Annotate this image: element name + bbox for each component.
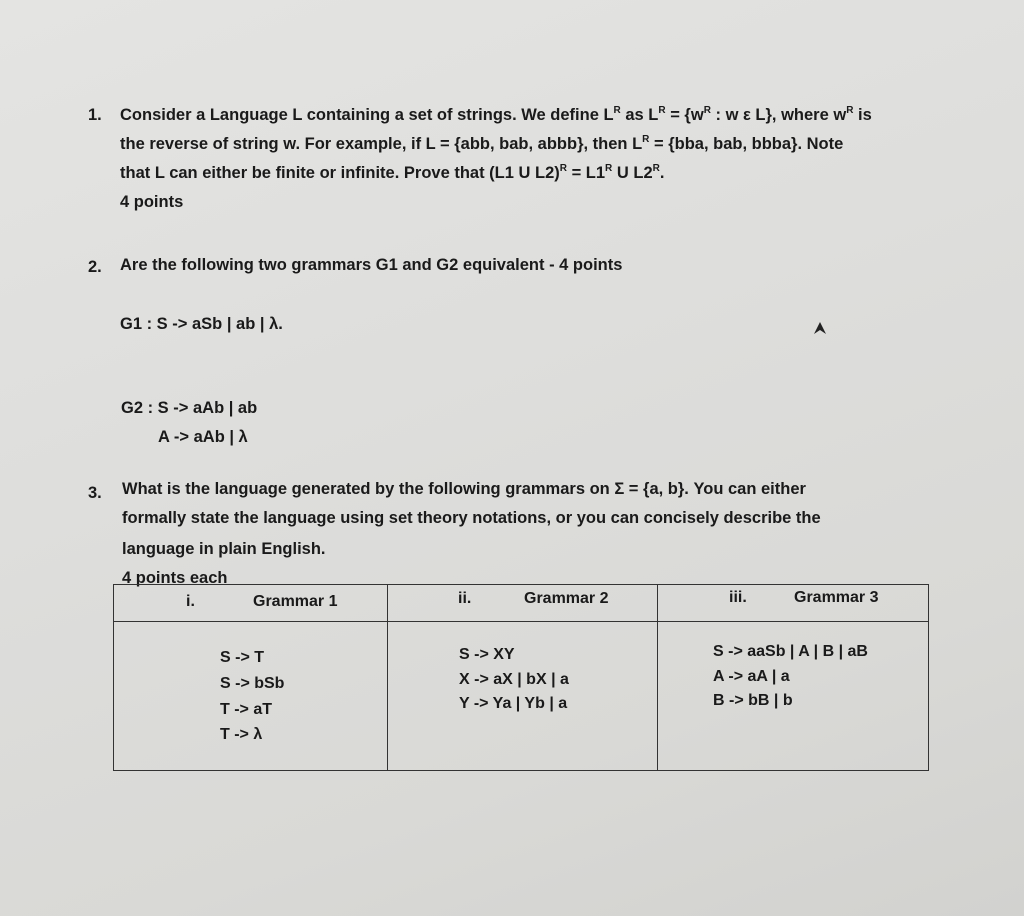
grammar-2-rules-cell bbox=[388, 622, 658, 771]
q1-line-3: that L can either be finite or infinite. Prove that (L1 U $L2)^R = L1^R$ U $L2^R$. bbox=[120, 163, 665, 182]
header-cell-grammar-1 bbox=[114, 585, 388, 622]
grammar-3-rule: B -> bB | b bbox=[713, 692, 793, 709]
q3-points: 4 points each bbox=[122, 569, 228, 587]
grammar-1-rule: S -> T bbox=[220, 649, 265, 666]
header-title-1: Grammar 1 bbox=[253, 593, 338, 610]
q1-line-2: the reverse of string w. For example, if L = {abb, bab, abbb}, then $L^R = \{bba$, bab, bbba}. Note bbox=[120, 134, 844, 153]
q3-number: 3. bbox=[88, 484, 102, 502]
q1-points: 4 points bbox=[120, 193, 184, 211]
grammar-3-rule: A -> aA | a bbox=[713, 668, 790, 685]
q3-line-1: What is the language generated by the following grammars on Σ = {a, b}. You can either bbox=[122, 480, 806, 498]
header-roman-3: iii. bbox=[729, 589, 747, 606]
header-roman-2: ii. bbox=[458, 590, 472, 607]
mouse-cursor-icon bbox=[812, 320, 828, 340]
grammar-1-rule: T -> λ bbox=[220, 726, 263, 743]
grammar-1-rule: S -> bSb bbox=[220, 675, 285, 692]
grammar-2-rule: X -> aX | bX | a bbox=[459, 671, 569, 688]
q2-grammar-g2-line2: A -> aAb | λ bbox=[158, 428, 248, 446]
q2-text: Are the following two grammars G1 and G2 equivalent - 4 points bbox=[120, 256, 623, 274]
grammar-1-rule: T -> aT bbox=[220, 701, 273, 718]
grammar-table bbox=[113, 584, 929, 771]
q2-grammar-g1: G1 : S -> aSb | ab | λ. bbox=[120, 315, 283, 333]
q2-number: 2. bbox=[88, 258, 102, 276]
header-cell-grammar-3 bbox=[658, 585, 929, 622]
header-title-3: Grammar 3 bbox=[794, 589, 879, 606]
grammar-table-body-row bbox=[114, 622, 929, 771]
grammar-3-rules-cell bbox=[658, 622, 929, 771]
grammar-1-rules-cell bbox=[114, 622, 388, 771]
header-cell-grammar-2 bbox=[388, 585, 658, 622]
q1-number: 1. bbox=[88, 106, 102, 124]
q2-grammar-g2-line1: G2 : S -> aAb | ab bbox=[121, 399, 258, 417]
q3-line-2: formally state the language using set theory notations, or you can concisely describe the bbox=[122, 509, 821, 527]
grammar-table-header-row bbox=[114, 585, 929, 622]
q1-line-1: Consider a Language L containing a set of strings. We define $L^R$ as $L^R = \{w^R$ : w ε L}, where $w^R$ is bbox=[120, 105, 872, 124]
grammar-2-rule: Y -> Ya | Yb | a bbox=[459, 695, 568, 712]
header-title-2: Grammar 2 bbox=[524, 590, 609, 607]
q3-line-3: language in plain English. bbox=[122, 540, 326, 558]
header-roman-1: i. bbox=[186, 593, 195, 610]
grammar-3-rule: S -> aaSb | A | B | aB bbox=[713, 643, 868, 660]
grammar-2-rule: S -> XY bbox=[459, 646, 515, 663]
